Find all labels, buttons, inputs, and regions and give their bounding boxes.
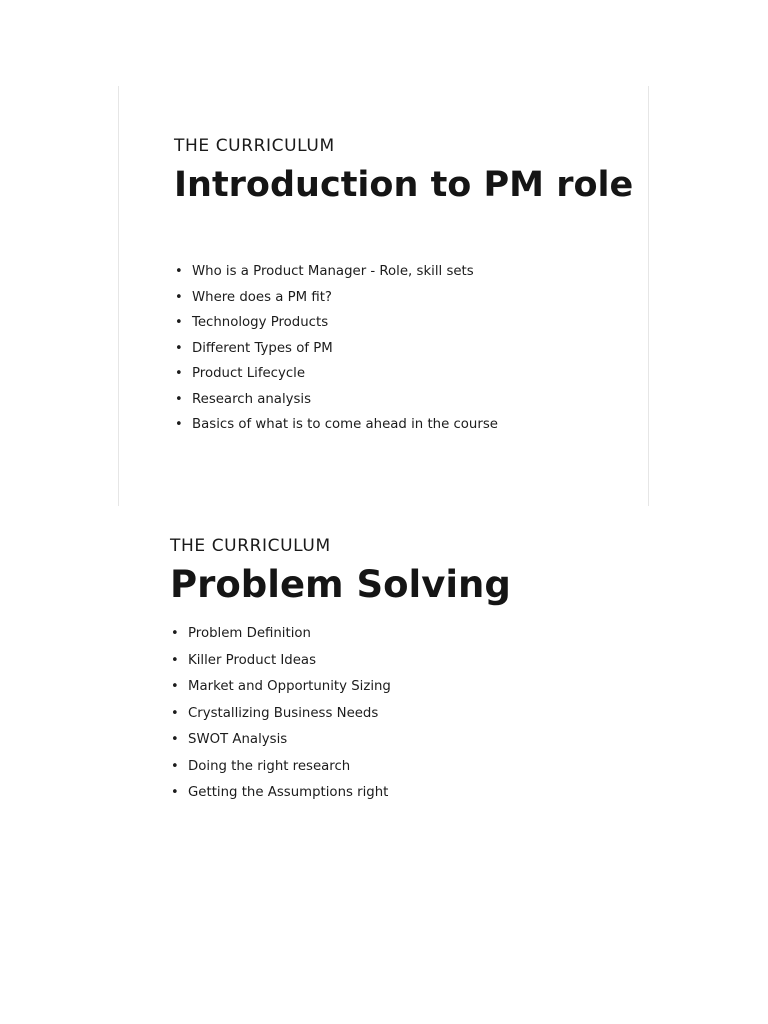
list-item-label: Where does a PM fit? <box>192 289 332 305</box>
bullet-icon: • <box>175 391 183 407</box>
list-item <box>174 262 498 288</box>
list-item <box>174 288 498 314</box>
list-item-label: Different Types of PM <box>192 340 333 356</box>
list-item-label: Product Lifecycle <box>192 366 306 381</box>
list-item <box>170 624 391 651</box>
bullet-icon: • <box>175 340 183 356</box>
topic-list <box>174 262 498 441</box>
list-item-label: Research analysis <box>192 391 312 407</box>
list-item <box>170 651 391 678</box>
list-item <box>174 339 498 365</box>
list-item-label: Basics of what is to come ahead in the course <box>192 417 498 432</box>
list-item <box>174 390 498 416</box>
list-item-label: Technology Products <box>192 315 329 330</box>
list-item <box>170 757 391 784</box>
list-item-label: Getting the Assumptions right <box>188 785 389 800</box>
bullet-icon: • <box>171 732 179 747</box>
section-title: Problem Solving <box>170 563 511 606</box>
list-item-label: Crystallizing Business Needs <box>188 705 379 721</box>
topic-list <box>170 624 391 810</box>
bullet-icon: • <box>175 366 183 381</box>
list-item-label: Killer Product Ideas <box>188 652 317 668</box>
bullet-icon: • <box>175 417 183 432</box>
section-eyebrow: THE CURRICULUM <box>170 536 331 556</box>
bullet-icon: • <box>171 652 179 668</box>
list-item-label: Doing the right research <box>188 758 351 774</box>
list-item-label: SWOT Analysis <box>188 732 288 747</box>
bullet-icon: • <box>171 785 179 800</box>
section-eyebrow: THE CURRICULUM <box>174 136 335 156</box>
list-item <box>174 364 498 390</box>
bullet-icon: • <box>175 289 183 305</box>
bullet-icon: • <box>175 264 183 279</box>
curriculum-panel-problem-solving <box>0 506 768 1024</box>
list-item <box>170 677 391 704</box>
list-item-label: Who is a Product Manager - Role, skill sets <box>192 264 474 279</box>
bullet-icon: • <box>171 705 179 721</box>
list-item <box>174 313 498 339</box>
bullet-icon: • <box>171 679 179 694</box>
list-item-label: Problem Definition <box>188 626 311 641</box>
bullet-icon: • <box>175 315 183 330</box>
bullet-icon: • <box>171 626 179 641</box>
list-item <box>170 730 391 757</box>
section-title: Introduction to PM role <box>174 165 634 205</box>
list-item <box>174 415 498 441</box>
list-item <box>170 704 391 731</box>
list-item <box>170 783 391 810</box>
bullet-icon: • <box>171 758 179 774</box>
curriculum-panel-intro <box>118 86 649 506</box>
list-item-label: Market and Opportunity Sizing <box>188 679 391 694</box>
